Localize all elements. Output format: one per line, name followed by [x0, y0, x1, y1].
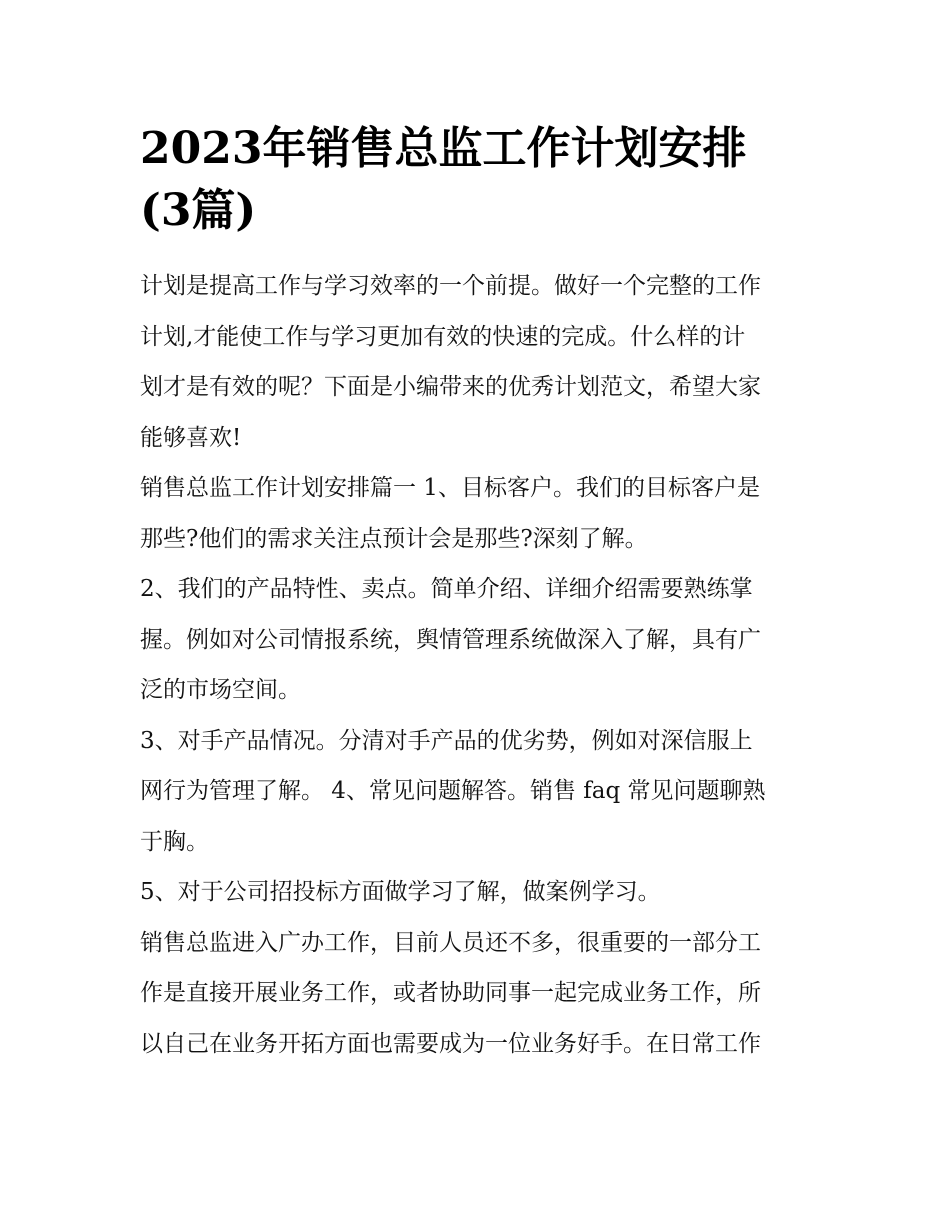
document-body [140, 261, 812, 1069]
text-line: 以自己在业务开拓方面也需要成为一位业务好手。在日常工作 [140, 1030, 761, 1057]
document-content [140, 118, 812, 1069]
title-line: (3篇) [140, 185, 257, 236]
paragraph-product-features [140, 564, 812, 716]
text-line: 作是直接开展业务工作，或者协助同事一起完成业务工作，所 [140, 980, 761, 1006]
text-line: 计划是提高工作与学习效率的一个前提。做好一个完整的工作 [140, 273, 761, 299]
document-title [140, 118, 812, 242]
text-line: 划才是有效的呢？下面是小编带来的优秀计划范文，希望大家 [140, 374, 761, 400]
text-line: 5、对于公司招投标方面做学习了解，做案例学习。 [140, 879, 661, 905]
paragraph-competitor-products [140, 716, 812, 868]
paragraph-business-work [140, 918, 812, 1070]
paragraph-intro [140, 261, 812, 463]
paragraph-bidding [140, 867, 812, 918]
text-line: 销售总监进入广办工作，目前人员还不多，很重要的一部分工 [140, 929, 761, 956]
title-line: 2023年销售总监工作计划安排 [140, 123, 747, 174]
paragraph-target-customers [140, 463, 812, 564]
text-line: 计划,才能使工作与学习更加有效的快速的完成。什么样的计 [140, 323, 746, 350]
text-line: 握。例如对公司情报系统，舆情管理系统做深入了解，具有广 [140, 626, 761, 653]
text-line: 3、对手产品情况。分清对手产品的优劣势，例如对深信服上 [140, 727, 753, 754]
text-line: 能够喜欢! [140, 424, 242, 451]
text-line: 销售总监工作计划安排篇一 1、目标客户。我们的目标客户是 [140, 475, 760, 501]
text-line: 网行为管理了解。 4、常见问题解答。销售 faq 常见问题聊熟 [140, 778, 766, 804]
text-line: 于胸。 [140, 828, 209, 855]
text-line: 泛的市场空间。 [140, 677, 301, 703]
text-line: 那些?他们的需求关注点预计会是那些?深刻了解。 [140, 525, 648, 552]
text-line: 2、我们的产品特性、卖点。简单介绍、详细介绍需要熟练掌 [140, 576, 753, 602]
